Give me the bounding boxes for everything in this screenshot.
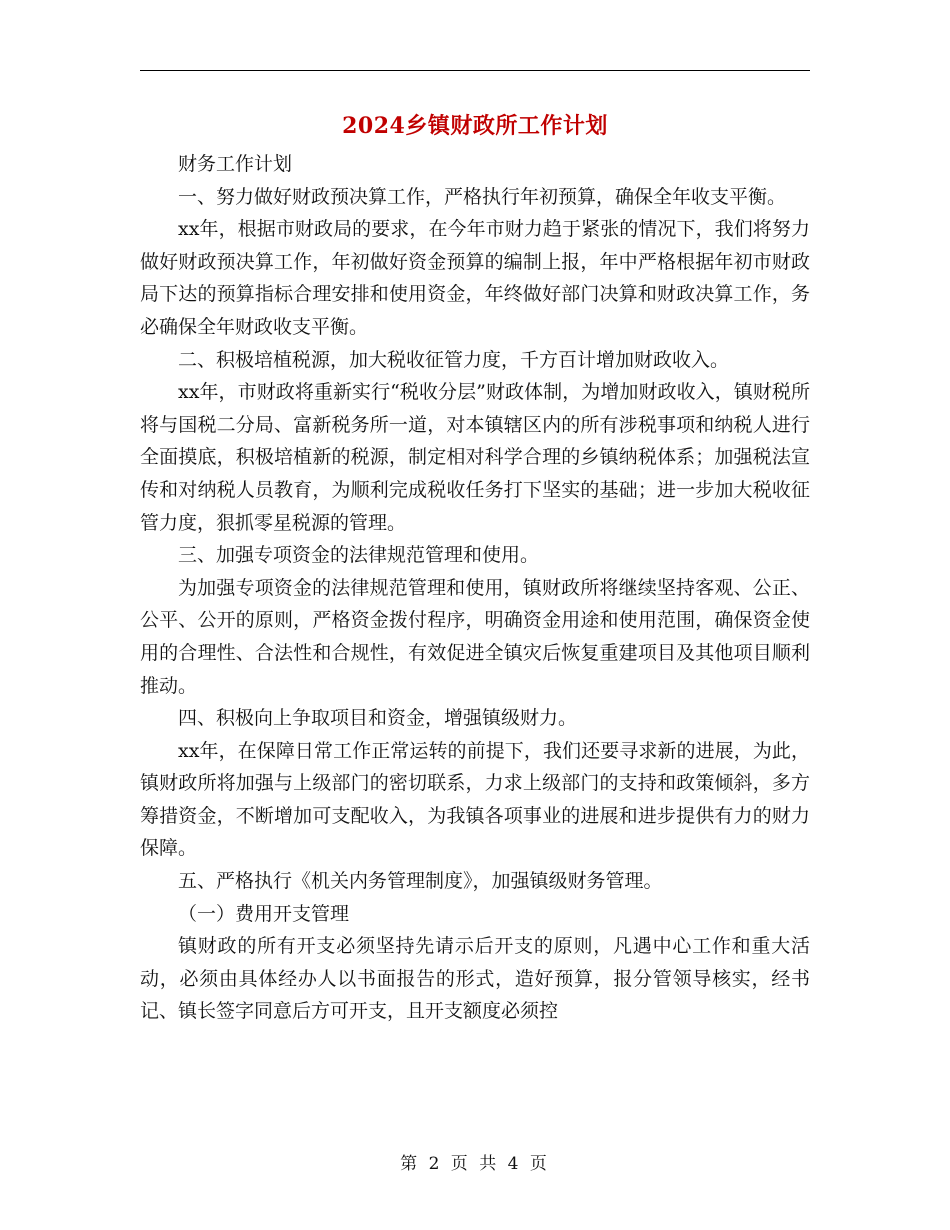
paragraph: xx年，根据市财政局的要求，在今年市财力趋于紧张的情况下，我们将努力做好财政预决算工作，年初做好资金预算的编制上报，年中严格根据年初市财政局下达的预算指标合理安排和使用资金，年终做好部门决算和财政决算工作，务必确保全年财政收支平衡。 bbox=[140, 218, 810, 338]
paragraph: 镇财政的所有开支必须坚持先请示后开支的原则，凡遇中心工作和重大活动，必须由具体经办人以书面报告的形式，造好预算，报分管领导核实，经书记、镇长签字同意后方可开支，且开支额度必须控 bbox=[140, 935, 810, 1023]
header-rule bbox=[140, 70, 810, 71]
paragraph: 五、严格执行《机关内务管理制度》，加强镇级财务管理。 bbox=[178, 870, 663, 893]
paragraph: 一、努力做好财政预决算工作，严格执行年初预算，确保全年收支平衡。 bbox=[178, 185, 787, 208]
paragraph: （一）费用开支管理 bbox=[178, 902, 350, 925]
paragraph: 财务工作计划 bbox=[178, 153, 293, 175]
paragraph: 为加强专项资金的法律规范管理和使用，镇财政所将继续坚持客观、公正、公平、公开的原则，严格资金拨付程序，明确资金用途和使用范围，确保资金使用的合理性、合法性和合规性，有效促进全镇灾后恢复重建项目及其他项目顺利推动。 bbox=[140, 576, 810, 697]
paragraph: xx年，在保障日常工作正常运转的前提下，我们还要寻求新的进展，为此，镇财政所将加强与上级部门的密切联系，力求上级部门的支持和政策倾斜，多方筹措资金，不断增加可支配收入，为我镇各项事业的进展和进步提供有力的财力保障。 bbox=[140, 739, 810, 860]
page-footer: 第 2 页 共 4 页 bbox=[400, 1154, 550, 1174]
paragraph: 三、加强专项资金的法律规范管理和使用。 bbox=[178, 544, 540, 567]
document-title: 2024乡镇财政所工作计划 bbox=[342, 113, 608, 139]
paragraph: 二、积极培植税源，加大税收征管力度，千方百计增加财政收入。 bbox=[178, 348, 730, 371]
paragraph: 四、积极向上争取项目和资金，增强镇级财力。 bbox=[178, 707, 578, 730]
paragraph: xx年，市财政将重新实行“税收分层”财政体制，为增加财政收入，镇财税所将与国税二分局、富新税务所一道，对本镇辖区内的所有涉税事项和纳税人进行全面摸底，积极培植新的税源，制定相对科学合理的乡镇纳税体系；加强税法宣传和对纳税人员教育，为顺利完成税收任务打下坚实的基础；进一步加大税收征管力度，狠抓零星税源的管理。 bbox=[140, 381, 810, 534]
document-body bbox=[140, 148, 810, 1028]
